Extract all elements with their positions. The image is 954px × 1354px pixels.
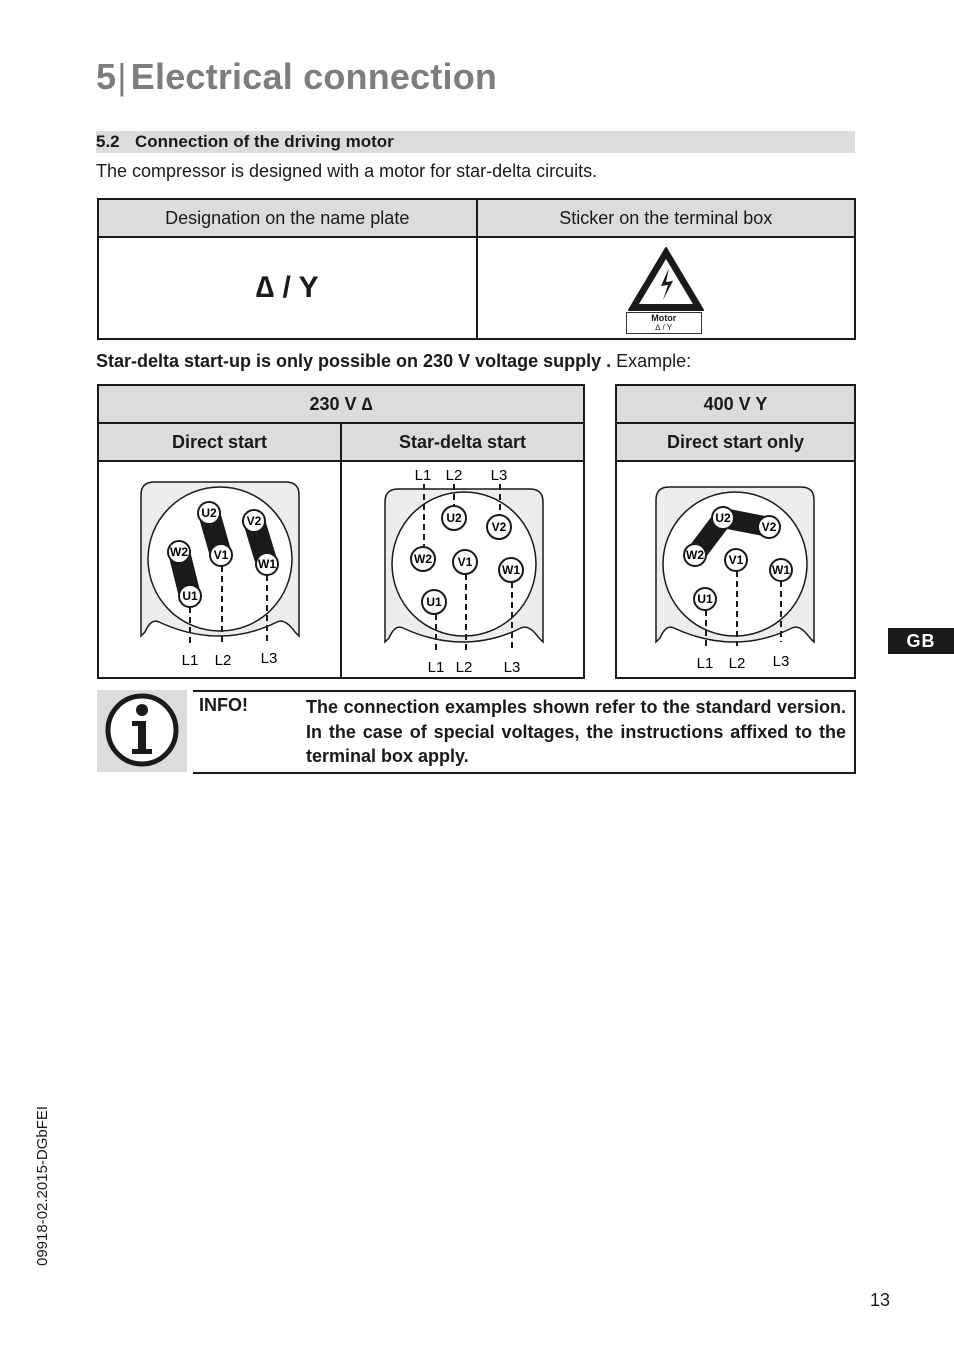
- sticker-cell: [477, 237, 856, 339]
- info-label: INFO!: [199, 695, 248, 715]
- direct-start-wiring-diagram: [99, 462, 341, 677]
- header-230v: 230 V ∆: [98, 385, 584, 423]
- top-line-l1: L1: [414, 467, 432, 484]
- info-icon-panel: [97, 690, 187, 772]
- section-heading: [96, 131, 855, 153]
- terminal-w2: W2: [686, 548, 704, 562]
- terminal-u1: U1: [182, 589, 198, 603]
- info-text: The connection examples shown refer to the standard version. In the case of special voltages, the instructions affixed to the terminal box apply.: [306, 697, 846, 766]
- terminal-w2: W2: [170, 545, 188, 559]
- line-l1: L1: [181, 652, 199, 669]
- voltage-note-example: Example:: [611, 351, 692, 371]
- sticker-plate: [626, 312, 702, 334]
- section-number: 5.2: [96, 132, 120, 151]
- bottom-line-l3: L3: [503, 659, 521, 676]
- sticker-title: Motor: [651, 313, 677, 323]
- name-plate-cell: [98, 237, 477, 339]
- language-tab: GB: [888, 628, 954, 654]
- line-l2: L2: [214, 652, 232, 669]
- terminal-v1: V1: [213, 548, 229, 562]
- direct-start-cell: [98, 461, 341, 678]
- top-line-l3: L3: [490, 467, 508, 484]
- voltage-note-bold: Star-delta start-up is only possible on 230 V voltage supply .: [96, 351, 612, 371]
- line-l1: L1: [696, 655, 714, 672]
- terminal-u2: U2: [446, 511, 462, 525]
- line-l2: L2: [728, 655, 746, 672]
- terminal-v1: V1: [728, 553, 744, 567]
- sticker-symbol: ∆ / Y: [655, 323, 673, 332]
- chapter-title: [96, 56, 497, 98]
- sticker-header: Sticker on the terminal box: [477, 199, 856, 237]
- line-l3: L3: [772, 653, 790, 670]
- page-number: 13: [870, 1290, 891, 1310]
- terminal-w2: W2: [414, 552, 432, 566]
- bottom-line-l2: L2: [455, 659, 473, 676]
- chapter-title-text: Electrical connection: [130, 56, 498, 97]
- terminal-v2: V2: [491, 520, 507, 534]
- star-delta-start-cell: [341, 461, 584, 678]
- terminal-w1: W1: [772, 563, 790, 577]
- document-code: 09918-02.2015-DGbFEI: [34, 1105, 51, 1266]
- connection-table-230v: [97, 384, 585, 679]
- terminal-box-sticker: [626, 238, 706, 338]
- terminal-v2: V2: [761, 520, 777, 534]
- high-voltage-warning-icon: [627, 246, 705, 312]
- terminal-v1: V1: [457, 555, 473, 569]
- intro-text: The compressor is designed with a motor for star-delta circuits.: [96, 161, 598, 181]
- chapter-separator: |: [117, 56, 127, 97]
- terminal-u1: U1: [426, 595, 442, 609]
- header-star-delta-start: Star-delta start: [341, 423, 584, 461]
- info-frame: [193, 690, 856, 774]
- line-l3: L3: [260, 650, 278, 667]
- chapter-number: 5: [96, 56, 117, 97]
- delta-star-symbol: ∆ / Y: [255, 271, 319, 304]
- section-title: Connection of the driving motor: [135, 132, 394, 151]
- connection-table-400v: [615, 384, 856, 679]
- bottom-line-l1: L1: [427, 659, 445, 676]
- name-plate-header: Designation on the name plate: [98, 199, 477, 237]
- direct-start-only-cell: [616, 461, 855, 678]
- top-line-l2: L2: [445, 467, 463, 484]
- terminal-w1: W1: [258, 557, 276, 571]
- designation-table: [97, 198, 856, 340]
- terminal-v2: V2: [246, 514, 262, 528]
- header-400v: 400 V Y: [616, 385, 855, 423]
- info-icon: [97, 690, 187, 772]
- header-direct-start-only: Direct start only: [616, 423, 855, 461]
- terminal-u2: U2: [201, 506, 217, 520]
- terminal-w1: W1: [502, 563, 520, 577]
- direct-start-only-wiring-diagram: [617, 462, 855, 677]
- terminal-u1: U1: [697, 592, 713, 606]
- voltage-note: [96, 351, 691, 372]
- star-delta-wiring-diagram: [342, 462, 584, 677]
- info-box: [97, 690, 856, 772]
- terminal-u2: U2: [715, 511, 731, 525]
- header-direct-start: Direct start: [98, 423, 341, 461]
